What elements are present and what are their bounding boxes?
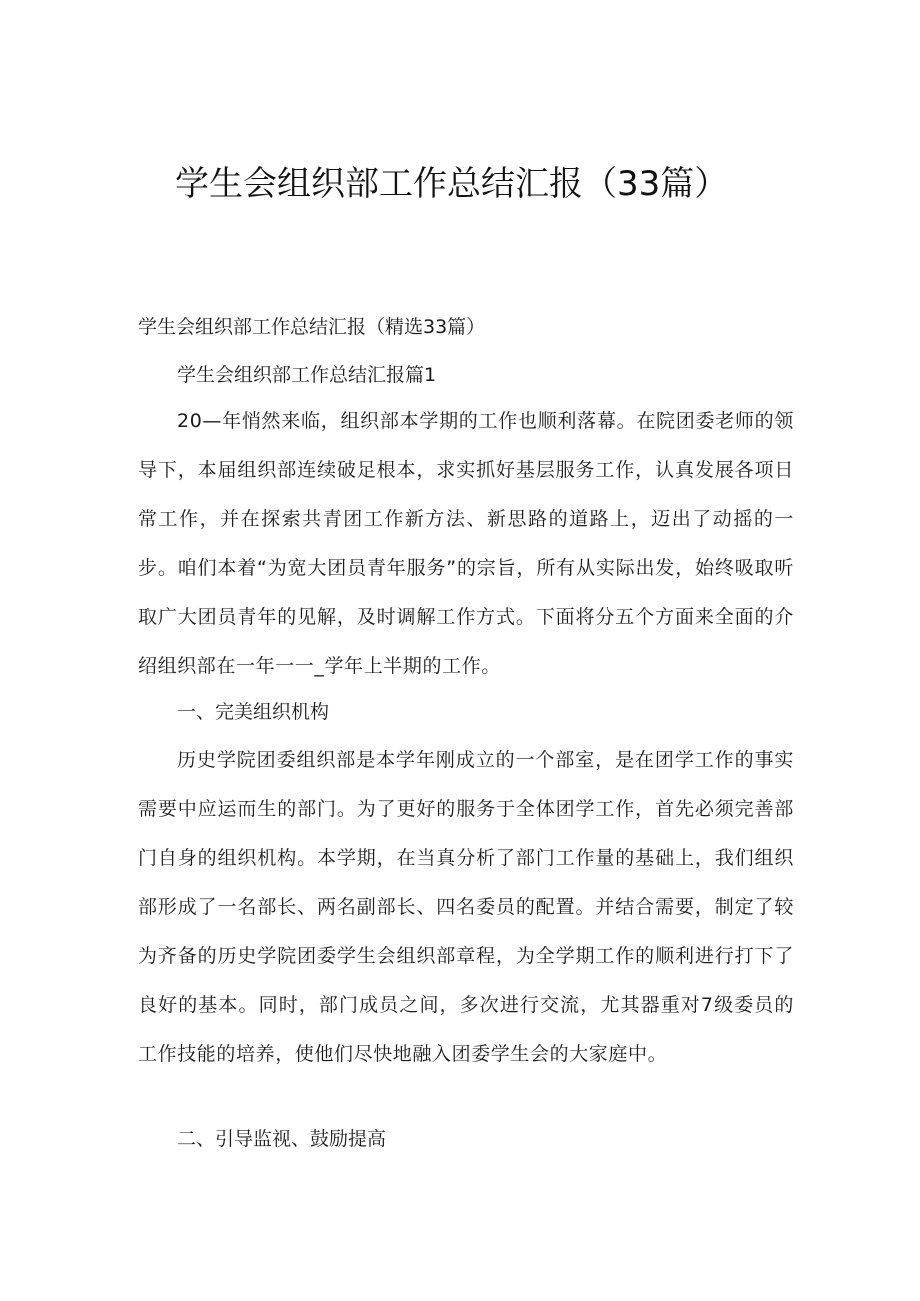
intro-paragraph: 20—年悄然来临，组织部本学期的工作也顺利落幕。在院团委老师的领导下，本届组织部连续破足根本，求实抓好基层服务工作，认真发展各项日常工作，并在探索共青团工作新方法、新思路的道路上，迈出了动摇的一步。咱们本着“为宽大团员青年服务”的宗旨，所有从实际出发，始终吸取听取广大团员青年的见解，及时调解工作方式。下面将分五个方面来全面的介绍组织部在一年一一_学年上半期的工作。 [138, 410, 794, 677]
chapter-heading: 学生会组织部工作总结汇报篇1 [177, 364, 437, 386]
document-title: 学生会组织部工作总结汇报（33篇） [175, 164, 729, 204]
section-heading-1: 一、完美组织机构 [177, 701, 330, 723]
document-subtitle: 学生会组织部工作总结汇报（精选33篇） [138, 316, 486, 338]
section-heading-2: 二、引导监视、鼓励提高 [177, 1128, 387, 1150]
section-1-paragraph: 历史学院团委组织部是本学年刚成立的一个部室，是在团学工作的事实需要中应运而生的部门。为了更好的服务于全体团学工作，首先必须完善部门自身的组织机构。本学期，在当真分析了部门工作量的基础上，我们组织部形成了一名部长、两名副部长、四名委员的配置。并结合需要，制定了较为齐备的历史学院团委学生会组织部章程，为全学期工作的顺利进行打下了良好的基本。同时，部门成员之间，多次进行交流，尤其器重对7级委员的工作技能的培养，使他们尽快地融入团委学生会的大家庭中。 [138, 749, 794, 1065]
